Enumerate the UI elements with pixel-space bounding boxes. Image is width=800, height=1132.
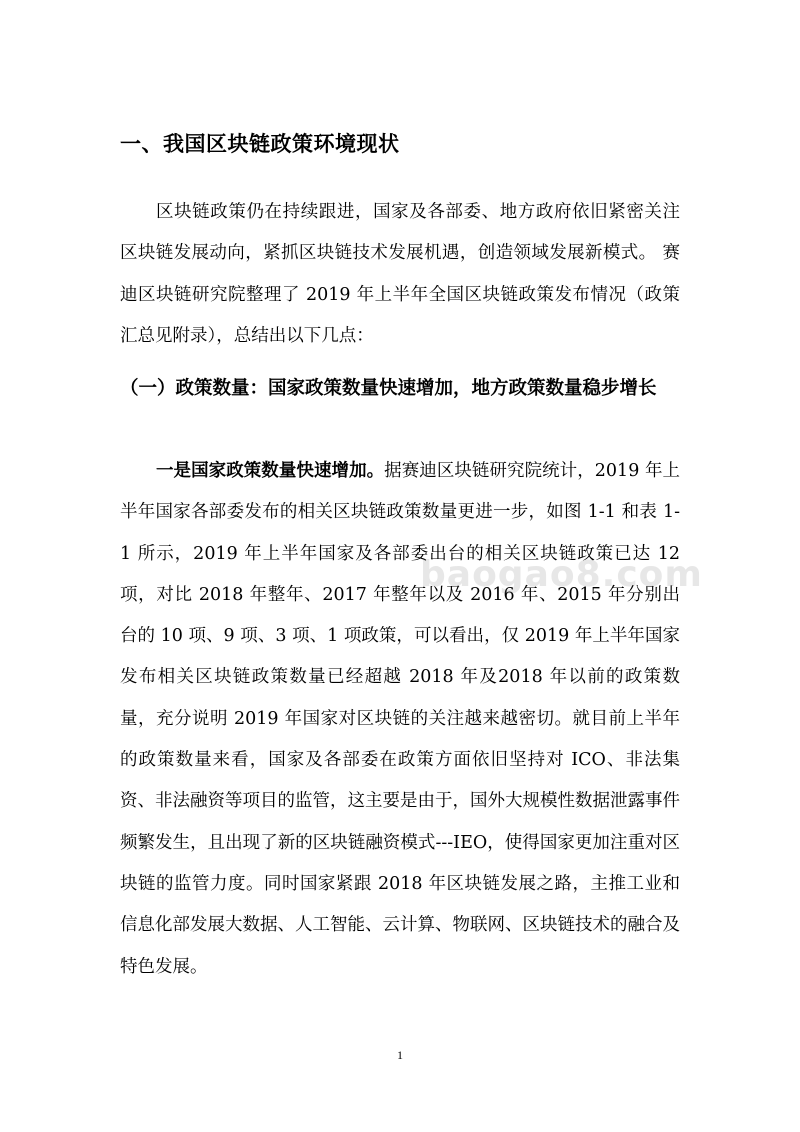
section-heading: 一、我国区块链政策环境现状 <box>120 132 400 156</box>
watermark: baogao8.com <box>420 554 703 595</box>
intro-paragraph: 区块链政策仍在持续跟进，国家及各部委、地方政府依旧紧密关注区块链发展动向，紧抓区块链技术发展机遇，创造领域发展新模式。 赛迪区块链研究院整理了 2019 年上半年全国区块链政策发布情况（政策汇总见附录），总结出以下几点： <box>120 202 680 346</box>
page-number: 1 <box>397 1048 403 1062</box>
paragraph-lead: 一是国家政策数量快速增加。 <box>156 461 385 481</box>
paragraph-body: 据赛迪区块链研究院统计，2019 年上半年国家各部委发布的相关区块链政策数量更进一步，如图 1-1 和表 1-1 所示，2019 年上半年国家及各部委出台的相关区块链政策已达 12 项，对比 2018 年整年、2017 年整年以及 2016 年、2015 年分别出台的 10 项、9 项、3 项、1 项政策，可以看出，仅 2019 年上半年国家发布相关区块链政策数量已经超越 2018 年及2018 年以前的政策数量，充分说明 2019 年国家对区块链的关注越来越密切。就目前上半年的政策数量来看，国家及各部委在政策方面依旧坚持对 ICO、非法集资、非法融资等项目的监管，这主要是由于，国外大规模性数据泄露事件频繁发生，且出现了新的区块链融资模式---IEO，使得国家更加注重对区块链的监管力度。同时国家紧跟 2018 年区块链发展之路，主推工业和信息化部发展大数据、人工智能、云计算、物联网、区块链技术的融合及特色发展。 <box>120 461 680 977</box>
subsection-heading: （一）政策数量：国家政策数量快速增加，地方政策数量稳步增长 <box>120 378 657 399</box>
body-paragraph <box>120 451 680 988</box>
